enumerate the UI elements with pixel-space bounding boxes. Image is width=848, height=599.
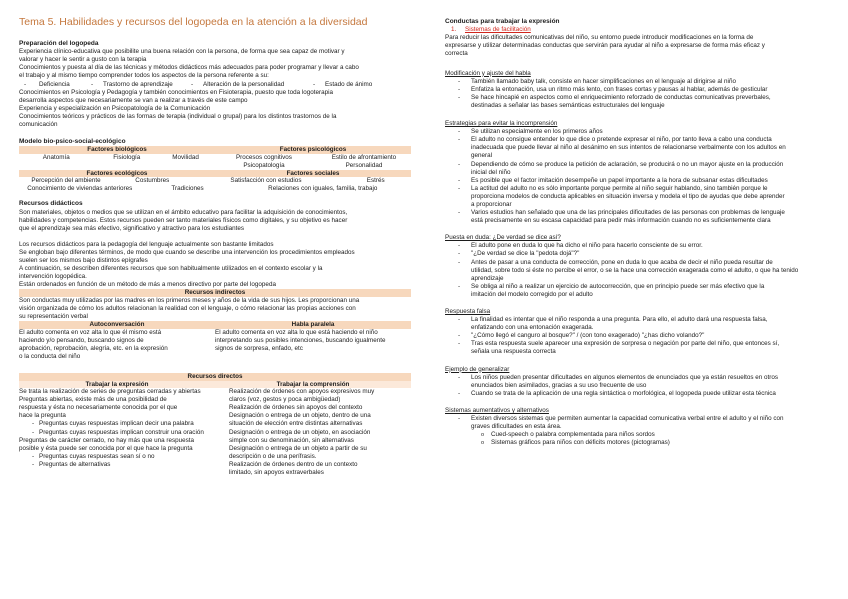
cell-line: hace la pregunta (19, 412, 66, 420)
prep-line: Conocimientos y puesta al día de las técnicas y métodos didácticos más adecuados para poder programar y llevar a cabo (19, 64, 359, 72)
recursos-line: Son materiales, objetos o medios que se utilizan en el ámbito educativo para facilitar la adquisición de conocimientos, (19, 208, 348, 216)
item-line: Los niños pueden presentar dificultades en algunos elementos de enunciados que ya están resueltos en otros (471, 373, 779, 381)
cell-line: posible y ésta puede ser conocida por el que hace la pregunta (19, 444, 193, 452)
list-item (445, 340, 833, 356)
item-line: destinadas a señalar las bases semánticas estructurales del lenguaje (471, 101, 665, 109)
item-line: Antes de pasar a una conducta de corrección, pone en duda lo que acaba de decir el niño pueda resultar de (471, 258, 773, 266)
right-column (445, 18, 833, 447)
model-table (19, 146, 411, 193)
indirectos-line: visión organizada de cómo los adultos relacionan la realidad con el lenguaje, o cómo relacionar las propias acciones con (19, 304, 356, 312)
list-item (445, 161, 833, 177)
page-title: Tema 5. Habilidades y recursos del logopeda en la atención a la diversidad (19, 16, 368, 28)
prep-item: Deficiencia (39, 80, 70, 88)
model-cell: Relaciones con iguales, familia, trabajo (268, 185, 378, 193)
item-line: La actitud del adulto no es sólo importante porque permite al niño seguir hablando, sino también porque le (471, 184, 768, 192)
model-cell: Percepción del ambiente (31, 177, 101, 185)
autoconversacion-text (19, 329, 215, 361)
item-line: Se obliga al niño a realizar un ejercicio de autocorrección, que en principio puede ser más efectivo que la (471, 282, 765, 290)
model-cell: Anatomía (42, 153, 70, 161)
sistemas-list (445, 415, 833, 431)
cell-line: interpretando sus posibles intenciones, buscando igualmente (215, 336, 386, 344)
habla-paralela-text (215, 329, 411, 361)
indirectos-band: Recursos indirectos (19, 289, 411, 297)
model-band-2 (19, 170, 411, 178)
model-row (19, 154, 411, 162)
item-line: utilidad, sobre todo si éste no percibe el error, o se la hace una corrección exagerada como el adulto, o que ha tenido (471, 266, 799, 274)
sistemas-heading: Sistemas aumentativos y alternativos (445, 406, 549, 414)
cell-line: Se trata la realización de series de preguntas cerradas y abiertas (19, 388, 201, 396)
item-line: Existen diversos sistemas que permiten aumentar la capacidad comunicativa verbal entre el adulto y el niño con (471, 415, 784, 423)
falsa-list (445, 316, 833, 356)
cell-line: Preguntas abiertas, existe más de una posibilidad de (19, 396, 167, 404)
model-row (19, 185, 411, 193)
band-label: Factores sociales (286, 169, 340, 177)
band-label: Factores biológicos (87, 146, 147, 154)
list-item (445, 390, 833, 398)
estrat-list (445, 128, 833, 225)
mod-heading: Modificación y ajuste del habla (445, 69, 531, 77)
band-label: Factores psicológicos (279, 146, 347, 154)
item-line: enfatizando con una entonación exagerada. (471, 324, 594, 332)
model-row (19, 162, 411, 170)
item-line: El adulto pone en duda lo que ha dicho el niño para hacerlo consciente de su error. (471, 242, 703, 250)
item-line: Enfatiza la entonación, usa un ritmo más lento, con frases cortas y pausas al hablar, además de gesticular (471, 85, 768, 93)
item-line: señala una respuesta correcta (471, 348, 556, 356)
prep-line: valorar y hacer le sentir a gusto con la terapia (19, 56, 147, 64)
prep-line: Conocimientos en Psicología y Pedagogía y también conocimientos en Fisioterapia, puesto que toda logoterapia (19, 88, 333, 96)
cell-line: El adulto comenta en voz alta lo que él mismo está (19, 328, 162, 336)
falsa-heading: Respuesta falsa (445, 308, 491, 316)
model-cell: Costumbres (135, 177, 170, 185)
item-line: También llamado baby talk, consiste en hacer simplificaciones en el lenguaje al dirigirse al niño (471, 77, 736, 85)
puesta-heading: Puesta en duda: ¿De verdad se dice así? (445, 234, 561, 242)
item-line: inicial del niño (471, 168, 511, 176)
item-line: Se utilizan especialmente en los primeros años (471, 128, 603, 136)
item-line: Tras esta respuesta suele aparecer una expresión de sorpresa o negación por parte del niño, que entonces sí, (471, 340, 780, 348)
band-label: Habla paralela (291, 321, 335, 329)
list-item (445, 185, 833, 209)
model-cell: Estrés (366, 177, 385, 185)
item-line: La finalidad es intentar que el niño responda a una pregunta. Para ello, el adulto dará una respuesta falsa, (471, 316, 768, 324)
model-cell: Satisfacción con estudios (230, 177, 302, 185)
cell-line: Realización de órdenes con apoyos expresivos muy (229, 388, 375, 396)
cell-line: respuesta y ésta no necesariamente conocida por el que (19, 404, 178, 412)
cell-line: Realización de órdenes sin apoyos del contexto (229, 404, 363, 412)
prep-line: comunicación (19, 121, 58, 129)
prep-item: Estado de ánimo (325, 80, 373, 88)
list-item (445, 86, 833, 94)
item-line: El adulto no consigue entender lo que dice o pretende expresar el niño, por tanto lleva a cabo una conducta (471, 136, 772, 144)
list-item (445, 415, 833, 431)
indirectos-line: Son conductas muy utilizadas por las madres en los primeros meses y años de la vida de sus hijos. Les proporcionan una (19, 296, 360, 304)
directos-band: Recursos directos (19, 373, 411, 381)
cell-line: Designación o entrega de un objeto, en asociación (229, 428, 371, 436)
model-cell: Fisiología (113, 153, 141, 161)
indirectos-line: su representación verbal (19, 313, 88, 321)
model-cell: Procesos cognitivos (235, 153, 292, 161)
model-cell: Psicopatología (243, 161, 285, 169)
model-band-1 (19, 146, 411, 154)
list-item: o Sistemas gráficos para niños con déficits motores (pictogramas) (445, 439, 833, 447)
cell-line: Preguntas de carácter cerrado, no hay más que una respuesta (19, 436, 195, 444)
item-line: "¿De verdad se dice la "pedota dojá"?" (471, 250, 580, 258)
prep-line: desarrolla aspectos que necesariamente se van a realizar a través de este campo (19, 96, 248, 104)
list-item: o Cued-speech o palabra complementada para niños sordos (445, 431, 833, 439)
cell-line: signos de sorpresa, enfado, etc (215, 344, 303, 352)
prep-line: Conocimientos teóricos y prácticos de las formas de terapia (individual o grupal) para los distintos trastornos de la (19, 112, 337, 120)
indirectos-columns (19, 329, 411, 361)
recursos-heading: Recursos didácticos (19, 200, 83, 208)
list-item: - Preguntas cuyas respuestas implican construir una oración (19, 429, 211, 437)
expresion-sublist (19, 420, 211, 436)
item-line: Cuando se trata de la aplicación de una regla sintáctica o morfológica, el logopeda puede utilizar esta técnica (471, 389, 776, 397)
list-item (445, 316, 833, 332)
band-label: Trabajar la expresión (85, 380, 149, 388)
indirectos-subbands (19, 321, 411, 329)
cell-line: haciendo y/o pensando, buscando signos de (19, 336, 144, 344)
list-item (445, 283, 833, 299)
left-column (19, 16, 411, 477)
prep-items: - Deficiencia - Trastorno de aprendizaje - Alteración de la personalidad - Estado de ánimo (24, 80, 373, 88)
sistemas-sublist (445, 431, 833, 447)
model-cell: Tradiciones (171, 185, 204, 193)
item-line: Es posible que el factor imitación desempeñe un papel importante a la hora de subsanar estas dificultades (471, 176, 768, 184)
cell-line: Realización de órdenes dentro de un contexto (229, 460, 358, 468)
cell-line: situación de elección entre distintas alternativas (229, 420, 363, 428)
band-label: Autoconversación (89, 321, 145, 329)
item-line: enunciados bien asimilados, gracias a su uso frecuente de uso (471, 381, 647, 389)
recursos-line: suelen ser los mismos bajo distintos epígrafes (19, 257, 148, 265)
item-line: está precisamente en su escasa capacidad para pedir más información cuando no es suficientemente clara (471, 217, 771, 225)
list-item (445, 94, 833, 110)
list-item: - Preguntas de alternativas (19, 461, 211, 469)
list-item (445, 136, 833, 160)
intro-line: Para reducir las dificultades comunicativas del niño, su entorno puede introducir modificaciones en la forma de (445, 34, 754, 42)
model-heading: Modelo bio-psico-social-ecológico (19, 138, 126, 146)
prep-heading: Preparación del logopeda (19, 40, 99, 47)
recursos-line: Los recursos didácticos para la pedagogía del lenguaje actualmente son bastante limitados (19, 240, 274, 248)
prep-line: el trabajo y al mismo tiempo comprender todos los aspectos de la persona referente a su: (19, 72, 269, 80)
list-item: - Preguntas cuyas respuestas implican decir una palabra (19, 420, 211, 428)
item-line: imitación del modelo corregido por el adulto (471, 290, 593, 298)
directos-columns (19, 388, 411, 477)
cell-line: El adulto comenta en voz alta lo que está haciendo el niño (215, 328, 378, 336)
item-line: a proporcionar (471, 200, 512, 208)
list-item (445, 374, 833, 390)
expresion-sublist (19, 453, 211, 469)
recursos-line: Se engloban bajo diferentes términos, de modo que cuando se describe una intervención los procedimientos empleados (19, 248, 355, 256)
list-item (445, 242, 833, 250)
band-label: Factores ecológicos (86, 169, 148, 177)
right-heading: Conductas para trabajar la expresión (445, 18, 560, 25)
cell-line: Designación o entrega de un objeto a partir de su (229, 444, 367, 452)
item-line: general (471, 152, 493, 160)
list-item (445, 250, 833, 258)
mod-list (445, 78, 833, 110)
intro-line: expresarse y utilizar determinadas conductas que servirán para ayudar al niño a expresarse de forma más eficaz y (445, 42, 765, 50)
recursos-line: Están ordenados en función de un método de más a menos directivo por parte del logopeda (19, 281, 276, 289)
model-cell: Movilidad (172, 153, 199, 161)
model-cell: Estilo de afrontamiento (331, 153, 397, 161)
cell-line: aprobación, reprobación, alegría, etc. en la expresión (19, 344, 168, 352)
list-item: - Preguntas cuyas respuestas sean sí o no (19, 453, 211, 461)
item-line: aprendizaje (471, 274, 504, 282)
prep-item: Alteración de la personalidad (203, 80, 285, 88)
subsection-title (445, 26, 833, 34)
subsection-number: 1. (451, 26, 457, 34)
prep-item: Trastorno de aprendizaje (103, 80, 173, 88)
list-item (445, 209, 833, 225)
cell-line: Designación o entrega de un objeto, dentro de una (229, 412, 371, 420)
cell-line: simple con su denominación, sin alternativas (229, 436, 354, 444)
recursos-line: que el aprendizaje sea más efectivo, significativo y atractivo para los estudiantes (19, 224, 245, 232)
recursos-line: habilidades y competencias. Estos recursos pueden ser tanto materiales físicos como digitales, y su objetivo es hacer (19, 216, 348, 224)
model-cell: Personalidad (345, 161, 383, 169)
expresion-col (19, 388, 215, 477)
cell-line: descripción o de una perífrasis. (229, 452, 317, 460)
model-row (19, 177, 411, 185)
recursos-line: intervención logopédica. (19, 273, 87, 281)
item-line: proporciona modelos de conducta aplicables en situación inversa y modela el tipo de ayudas que debe aprender (471, 192, 785, 200)
ejemplo-heading: Ejemplo de generalizar (445, 365, 510, 373)
list-item (445, 177, 833, 185)
item-line: Se hace hincapié en aspectos como el enriquecimiento reforzado de conductas comunicativas preverbales, (471, 93, 771, 101)
cell-line: limitado, sin apoyos extraverbales (229, 468, 324, 476)
cell-line: claros (voz, gestos y poca ambigüedad) (229, 396, 341, 404)
recursos-line: A continuación, se describen diferentes recursos que son habitualmente utilizados en el contexto escolar y la (19, 265, 323, 273)
puesta-list (445, 242, 833, 299)
list-item (445, 332, 833, 340)
item-line: "¿Cómo llegó el canguro al bosque?" / (con tono exagerado) "¿has dicho volando?" (471, 332, 705, 340)
list-item (445, 78, 833, 86)
list-item (445, 259, 833, 283)
intro-line: correcta (445, 50, 468, 58)
prep-line: Experiencia clínico-educativa que posibilite una buena relación con la persona, de forma que sea capaz de motivar y (19, 48, 345, 56)
item-line: graves dificultades en esta área. (471, 423, 562, 431)
item-line: inadecuada que puede llevar al niño al desánimo en sus intentos de relacionarse verbalmente con los adultos en (471, 144, 786, 152)
model-cell: Conocimiento de viviendas anteriores (27, 185, 133, 193)
item-line: Varios estudios han señalado que una de las principales dificultades de las personas con problemas de lenguaje (471, 209, 785, 217)
cell-line: o la conducta del niño (19, 352, 81, 360)
band-label: Trabajar la comprensión (276, 380, 350, 388)
ejemplo-list (445, 374, 833, 398)
list-item (445, 128, 833, 136)
prep-line: Experiencia y especialización en Psicopatología de la Comunicación (19, 104, 211, 112)
comprension-col (215, 388, 411, 477)
directos-heads (19, 381, 411, 389)
subsection-label: Sistemas de facilitación (465, 26, 531, 34)
estrat-heading: Estrategias para evitar la incomprensión (445, 120, 558, 128)
item-line: Dependiendo de cómo se produce la petición de aclaración, se producirá o no un mayor ajuste en la producción (471, 160, 784, 168)
